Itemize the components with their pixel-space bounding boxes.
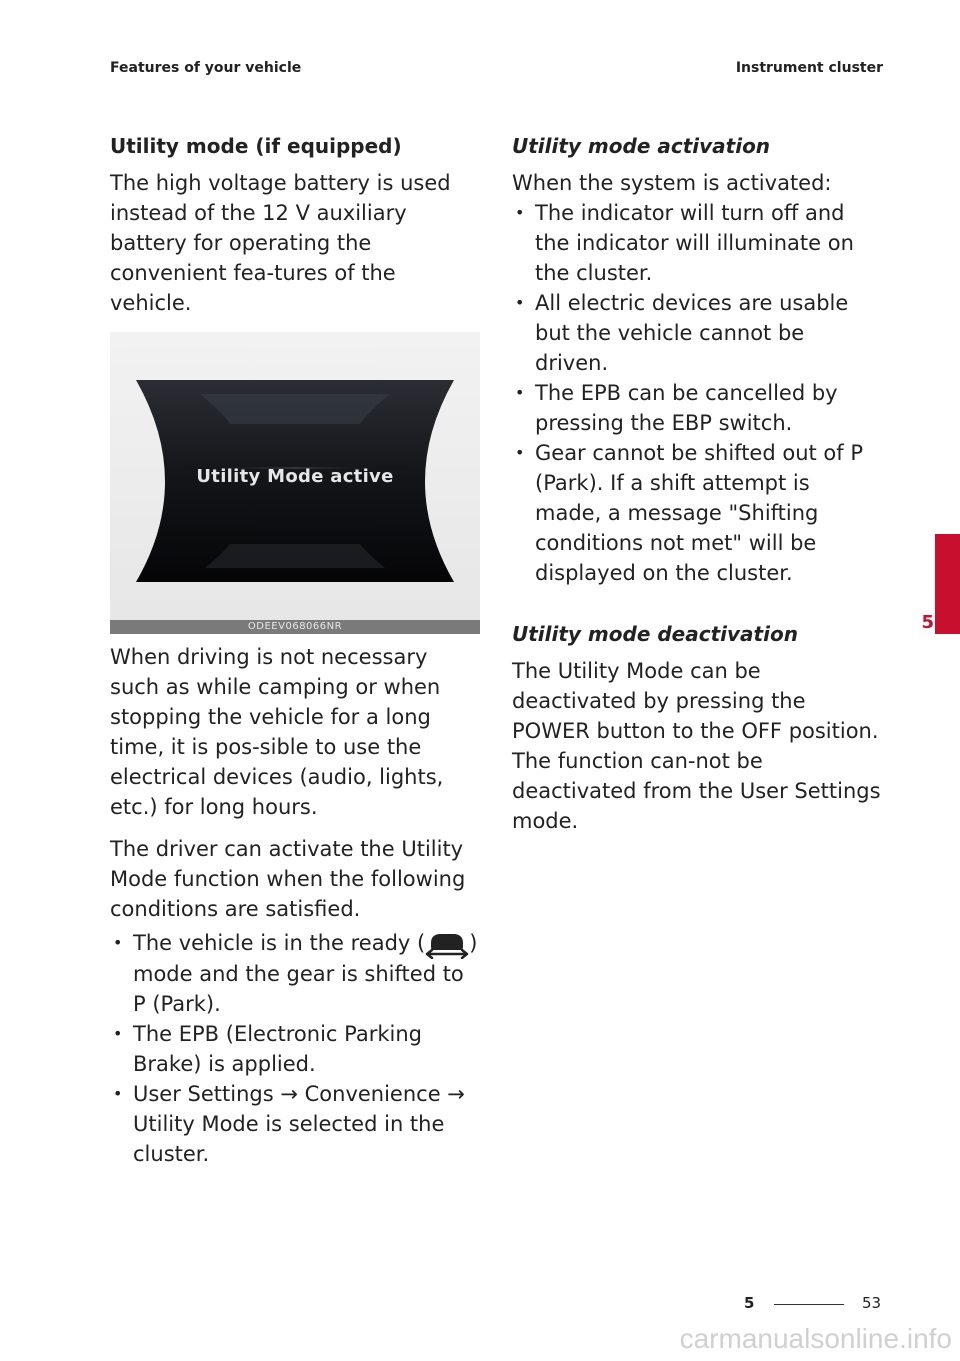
chapter-tab xyxy=(935,534,960,634)
list-item: • The EPB can be cancelled by pressing the EBP switch. xyxy=(512,378,882,438)
list-item xyxy=(110,928,480,1019)
right-column xyxy=(512,132,882,848)
footer-section-number: 5 xyxy=(744,1294,755,1312)
watermark: carmanualsonline.info xyxy=(679,1323,952,1354)
chapter-tab-number: 5 xyxy=(921,612,934,633)
utility-mode-use-paragraph: When driving is not necessary such as while camping or when stopping the vehicle for a long time, it is pos-sible to use the electrical devices (audio, lights, etc.) for long hours. xyxy=(110,645,444,819)
header-chapter-title: Instrument cluster xyxy=(735,60,883,76)
ready-condition-text-end: ) mode and the gear is shifted to P (Park). xyxy=(133,931,478,1016)
activation-effects-list xyxy=(512,198,882,588)
list-item: • The EPB (Electronic Parking Brake) is applied. xyxy=(110,1019,480,1079)
left-column xyxy=(110,132,480,1169)
activation-conditions-paragraph: The driver can activate the Utility Mode function when the following conditions are satisfied. xyxy=(110,837,466,921)
activation-heading: Utility mode activation xyxy=(512,134,771,158)
list-item: • User Settings → Convenience → Utility Mode is selected in the cluster. xyxy=(110,1079,480,1169)
ready-car-icon xyxy=(425,929,469,959)
utility-mode-intro: The high voltage battery is used instead of the 12 V auxiliary battery for operating the convenient fea-tures of the vehicle. xyxy=(110,171,451,315)
footer-divider xyxy=(774,1304,844,1305)
utility-mode-heading: Utility mode (if equipped) xyxy=(110,134,402,158)
deactivation-text: The Utility Mode can be deactivated by pressing the POWER button to the OFF position. The function can-not be deactivated from the User Settings mode. xyxy=(512,659,881,833)
activation-intro: When the system is activated: xyxy=(512,171,832,195)
deactivation-heading: Utility mode deactivation xyxy=(512,622,798,646)
figure-code: ODEEV068066NR xyxy=(110,620,480,634)
header-section-title: Features of your vehicle xyxy=(110,60,302,76)
footer-page-number: 53 xyxy=(862,1294,882,1312)
activation-conditions-list xyxy=(110,928,480,1169)
list-item: • The indicator will turn off and the indicator will illuminate on the cluster. xyxy=(512,198,882,288)
list-item: • All electric devices are usable but the vehicle cannot be driven. xyxy=(512,288,882,378)
list-item: • Gear cannot be shifted out of P (Park). If a shift attempt is made, a message "Shifting conditions not met" will be displayed on the cluster. xyxy=(512,438,882,588)
ready-condition-text-start: The vehicle is in the ready ( xyxy=(133,931,426,955)
cluster-display-figure xyxy=(110,332,480,634)
cluster-message-text: Utility Mode active xyxy=(196,466,394,487)
